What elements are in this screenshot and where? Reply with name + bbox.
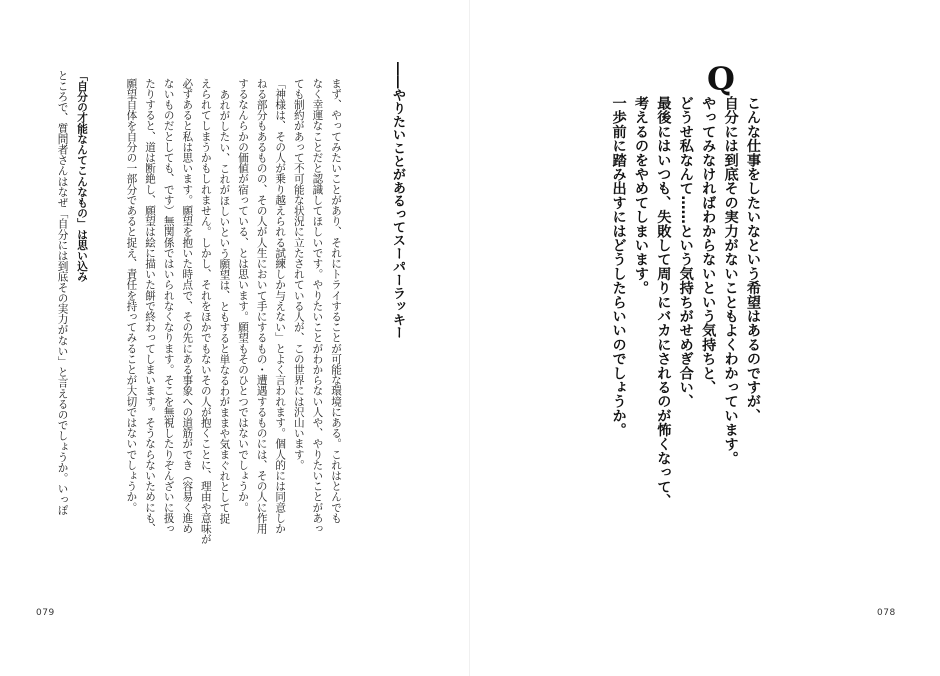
body-line: あれがしたい、これがほしいという願望は、ともすると単なるわがままや気まぐれとして捉 (218, 88, 231, 524)
question-line: やってみなければわからないという気持ちと、 (700, 96, 717, 395)
body-line-continued: ところで、質問者さんはなぜ「自分には到底その実力がない」と言えるのでしょうか。いっぽ (56, 70, 69, 516)
body-line: 「神様は、その人が乗り越えられる試練しか与えない」とよく言われます。個人的には同意しか (274, 78, 287, 534)
body-line: ても制約があって不可能な状況に立たされている人が、この世界には沢山います。 (292, 78, 305, 471)
question-line: 最後にはいつも、失敗して周りにバカにされるのが怖くなって、 (655, 96, 672, 508)
answer-body (122, 78, 345, 598)
question-line: 一歩前に踏み出すにはどうしたらいいのでしょうか。 (610, 96, 627, 437)
page-gutter (469, 0, 470, 676)
body-line: 願望自体を自分の一部分であると捉え、責任を持ってみることが大切ではないでしょうか。 (125, 78, 138, 513)
body-line: たりすると、道は断絶し、願望は絵に描いた餅で終わってしまいます。そうならないためにも、 (144, 78, 157, 534)
body-line: ねる部分もあるものの、その人が人生において手にするもの・遭遇するものには、その人に作用 (255, 78, 268, 534)
page-number-right: 078 (877, 608, 896, 618)
heading-text: やりたいことがあるってスーパーラッキー (390, 88, 405, 340)
heading-dash: ―― (390, 62, 405, 89)
body-line: えられてしまうかもしれません。しかし、それをほかでもないその人が抱くことに、理由や意味が (199, 78, 212, 545)
question-line: 考えるのをやめてしまいます。 (632, 96, 649, 295)
body-line: するなんらかの価値が宿っている、とは思います。願望もそのひとつではないでしょうか。 (237, 78, 250, 513)
body-line: 必ずあると私は思います。願望を抱いた時点で、その先にある事象への道筋ができ（容易く進め (181, 78, 194, 534)
question-text (607, 96, 764, 566)
question-line: こんな仕事をしたいなという希望はあるのですが、 (745, 96, 761, 423)
page-number-left: 079 (36, 608, 55, 618)
body-line: まず、やってみたいことがあり、それにトライすることが可能な環境にある。これはとんでも (330, 78, 342, 524)
question-line: どうせ私なんて……という気持ちがせめぎ合い、 (677, 96, 694, 409)
question-mark-q: Q (707, 60, 735, 98)
section-heading (388, 62, 407, 339)
body-line: なく幸運なことだと認識してほしいです。やりたいことがわからない人や、やりたいことがあっ (311, 78, 324, 534)
question-line: 自分には到底その実力がないこともよくわかっています。 (722, 96, 739, 466)
subheading: 「自分の才能なんてこんなもの」は思い込み (76, 70, 88, 282)
body-line: ないものだとしても、です）無関係ではいられなくなります。そこを無視したりぞんざいに扱っ (162, 78, 175, 534)
